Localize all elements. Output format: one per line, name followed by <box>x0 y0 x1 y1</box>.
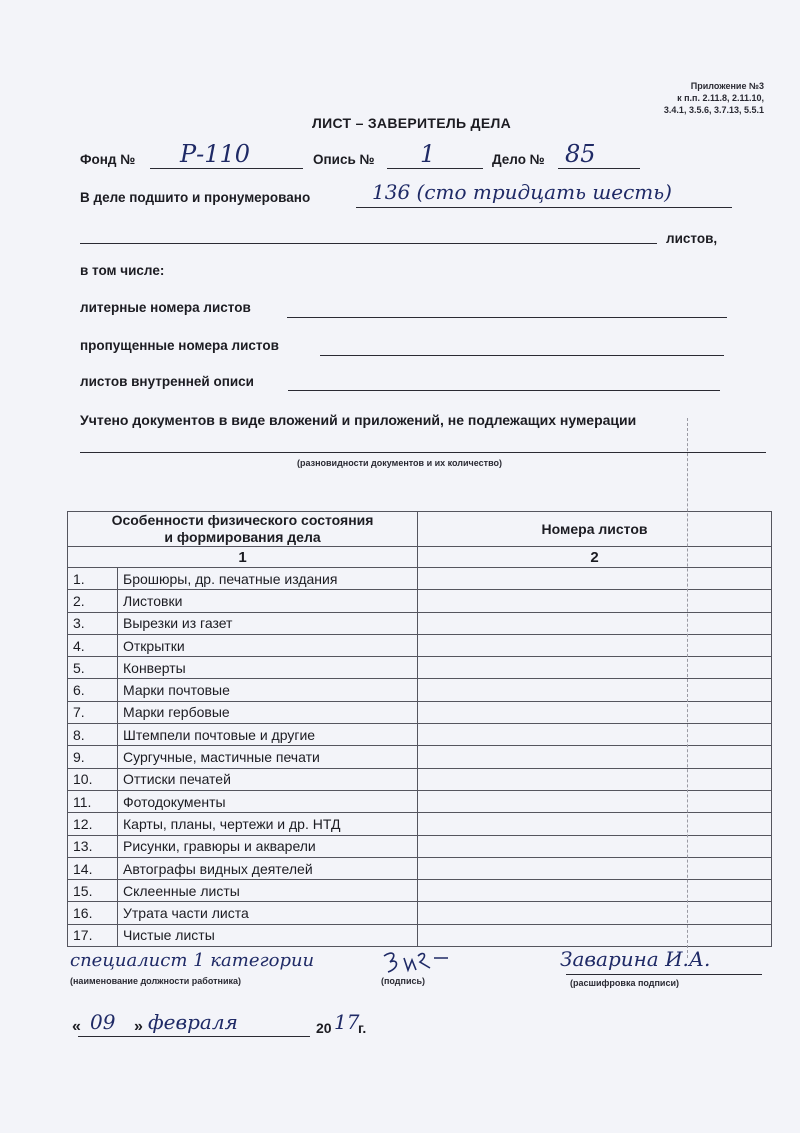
row-number: 10. <box>68 768 118 790</box>
table-row <box>68 835 772 857</box>
row-number: 12. <box>68 813 118 835</box>
row-sheet-numbers <box>418 590 772 612</box>
appendix-line-1: Приложение №3 <box>690 81 764 91</box>
row-number: 16. <box>68 902 118 924</box>
table-row <box>68 679 772 701</box>
table-row <box>68 857 772 879</box>
opis-label: Опись № <box>313 152 375 167</box>
row-sheet-numbers <box>418 880 772 902</box>
decode-caption: (расшифровка подписи) <box>570 978 679 988</box>
row-feature: Конверты <box>118 657 418 679</box>
fond-label: Фонд № <box>80 152 136 167</box>
sign-caption: (подпись) <box>381 976 426 986</box>
listov-label: листов, <box>666 231 718 246</box>
row-number: 1. <box>68 568 118 590</box>
row-number: 15. <box>68 880 118 902</box>
opis-line <box>387 168 483 169</box>
row-feature: Фотодокументы <box>118 790 418 812</box>
table-row <box>68 813 772 835</box>
row-sheet-numbers <box>418 746 772 768</box>
literal-label: литерные номера листов <box>80 300 251 315</box>
table-row <box>68 657 772 679</box>
row-sheet-numbers <box>418 857 772 879</box>
row-number: 4. <box>68 634 118 656</box>
signature-mark <box>378 948 458 978</box>
row-number: 5. <box>68 657 118 679</box>
table-row <box>68 701 772 723</box>
decode-value: Заварина И.А. <box>560 947 711 971</box>
row-number: 8. <box>68 724 118 746</box>
document-title: ЛИСТ – ЗАВЕРИТЕЛЬ ДЕЛА <box>312 115 512 131</box>
position-caption: (наименование должности работника) <box>70 976 242 986</box>
row-feature: Карты, планы, чертежи и др. НТД <box>118 813 418 835</box>
row-feature: Марки почтовые <box>118 679 418 701</box>
date-day: 09 <box>90 1010 116 1034</box>
row-number: 7. <box>68 701 118 723</box>
condition-table <box>67 511 772 947</box>
missed-line <box>320 355 724 356</box>
row-sheet-numbers <box>418 813 772 835</box>
podshito-label: В деле подшито и пронумеровано <box>80 190 311 205</box>
date-year-suffix: 17 <box>334 1010 360 1034</box>
table-row <box>68 790 772 812</box>
row-feature: Открытки <box>118 634 418 656</box>
row-sheet-numbers <box>418 924 772 946</box>
row-number: 6. <box>68 679 118 701</box>
appendix-line-2: к п.п. 2.11.8, 2.11.10, <box>677 93 764 103</box>
position-value: специалист 1 категории <box>70 950 315 971</box>
date-close-quote: » <box>134 1018 143 1035</box>
row-feature: Брошюры, др. печатные издания <box>118 568 418 590</box>
date-open-quote: « <box>72 1018 81 1035</box>
row-feature: Склеенные листы <box>118 880 418 902</box>
row-sheet-numbers <box>418 701 772 723</box>
table-row <box>68 746 772 768</box>
row-number: 13. <box>68 835 118 857</box>
table-row <box>68 880 772 902</box>
row-sheet-numbers <box>418 835 772 857</box>
row-feature: Листовки <box>118 590 418 612</box>
opis-value: 1 <box>420 140 436 168</box>
row-feature: Чистые листы <box>118 924 418 946</box>
table-row <box>68 924 772 946</box>
decode-line <box>566 974 762 975</box>
row-feature: Утрата части листа <box>118 902 418 924</box>
row-number: 17. <box>68 924 118 946</box>
uchteno-label: Учтено документов в виде вложений и приложений, не подлежащих нумерации <box>80 412 637 428</box>
row-sheet-numbers <box>418 768 772 790</box>
table-row <box>68 902 772 924</box>
literal-line <box>287 317 727 318</box>
row-number: 2. <box>68 590 118 612</box>
row-number: 14. <box>68 857 118 879</box>
col2-number: 2 <box>418 547 772 568</box>
table-row <box>68 634 772 656</box>
inner-line <box>288 390 720 391</box>
inner-label: листов внутренней описи <box>80 374 254 389</box>
col1-header <box>68 512 418 547</box>
row-number: 11. <box>68 790 118 812</box>
row-sheet-numbers <box>418 634 772 656</box>
delo-line <box>558 168 640 169</box>
col1-header-line2: и формирования дела <box>164 529 321 545</box>
podshito-line-2 <box>80 243 657 244</box>
missed-label: пропущенные номера листов <box>80 338 279 353</box>
row-sheet-numbers <box>418 679 772 701</box>
row-sheet-numbers <box>418 790 772 812</box>
fold-line <box>687 418 688 958</box>
row-feature: Сургучные, мастичные печати <box>118 746 418 768</box>
row-feature: Оттиски печатей <box>118 768 418 790</box>
fond-value: Р-110 <box>180 140 251 168</box>
row-number: 9. <box>68 746 118 768</box>
row-sheet-numbers <box>418 724 772 746</box>
table-body <box>68 568 772 947</box>
table-row <box>68 768 772 790</box>
podshito-line <box>356 207 732 208</box>
row-sheet-numbers <box>418 612 772 634</box>
row-sheet-numbers <box>418 902 772 924</box>
date-year-end: г. <box>358 1020 367 1036</box>
uchteno-caption: (разновидности документов и их количество) <box>297 458 502 468</box>
table-row <box>68 568 772 590</box>
row-number: 3. <box>68 612 118 634</box>
col1-header-line1: Особенности физического состояния <box>111 512 374 528</box>
table-row <box>68 724 772 746</box>
col1-number: 1 <box>68 547 418 568</box>
date-month: февраля <box>148 1010 238 1034</box>
table-row <box>68 590 772 612</box>
appendix-line-3: 3.4.1, 3.5.6, 3.7.13, 5.5.1 <box>663 105 764 115</box>
row-feature: Рисунки, гравюры и акварели <box>118 835 418 857</box>
col2-header: Номера листов <box>418 512 772 547</box>
v-tom-chisle-label: в том числе: <box>80 263 165 278</box>
uchteno-line <box>80 452 766 453</box>
date-line <box>78 1036 310 1037</box>
fond-line <box>150 168 303 169</box>
delo-label: Дело № <box>492 152 545 167</box>
podshito-value: 136 (сто тридцать шесть) <box>372 180 672 204</box>
row-feature: Автографы видных деятелей <box>118 857 418 879</box>
appendix-note <box>664 80 764 116</box>
row-feature: Марки гербовые <box>118 701 418 723</box>
row-feature: Вырезки из газет <box>118 612 418 634</box>
table-row <box>68 612 772 634</box>
delo-value: 85 <box>565 140 596 168</box>
row-sheet-numbers <box>418 657 772 679</box>
date-year-prefix: 20 <box>316 1020 332 1036</box>
row-sheet-numbers <box>418 568 772 590</box>
row-feature: Штемпели почтовые и другие <box>118 724 418 746</box>
